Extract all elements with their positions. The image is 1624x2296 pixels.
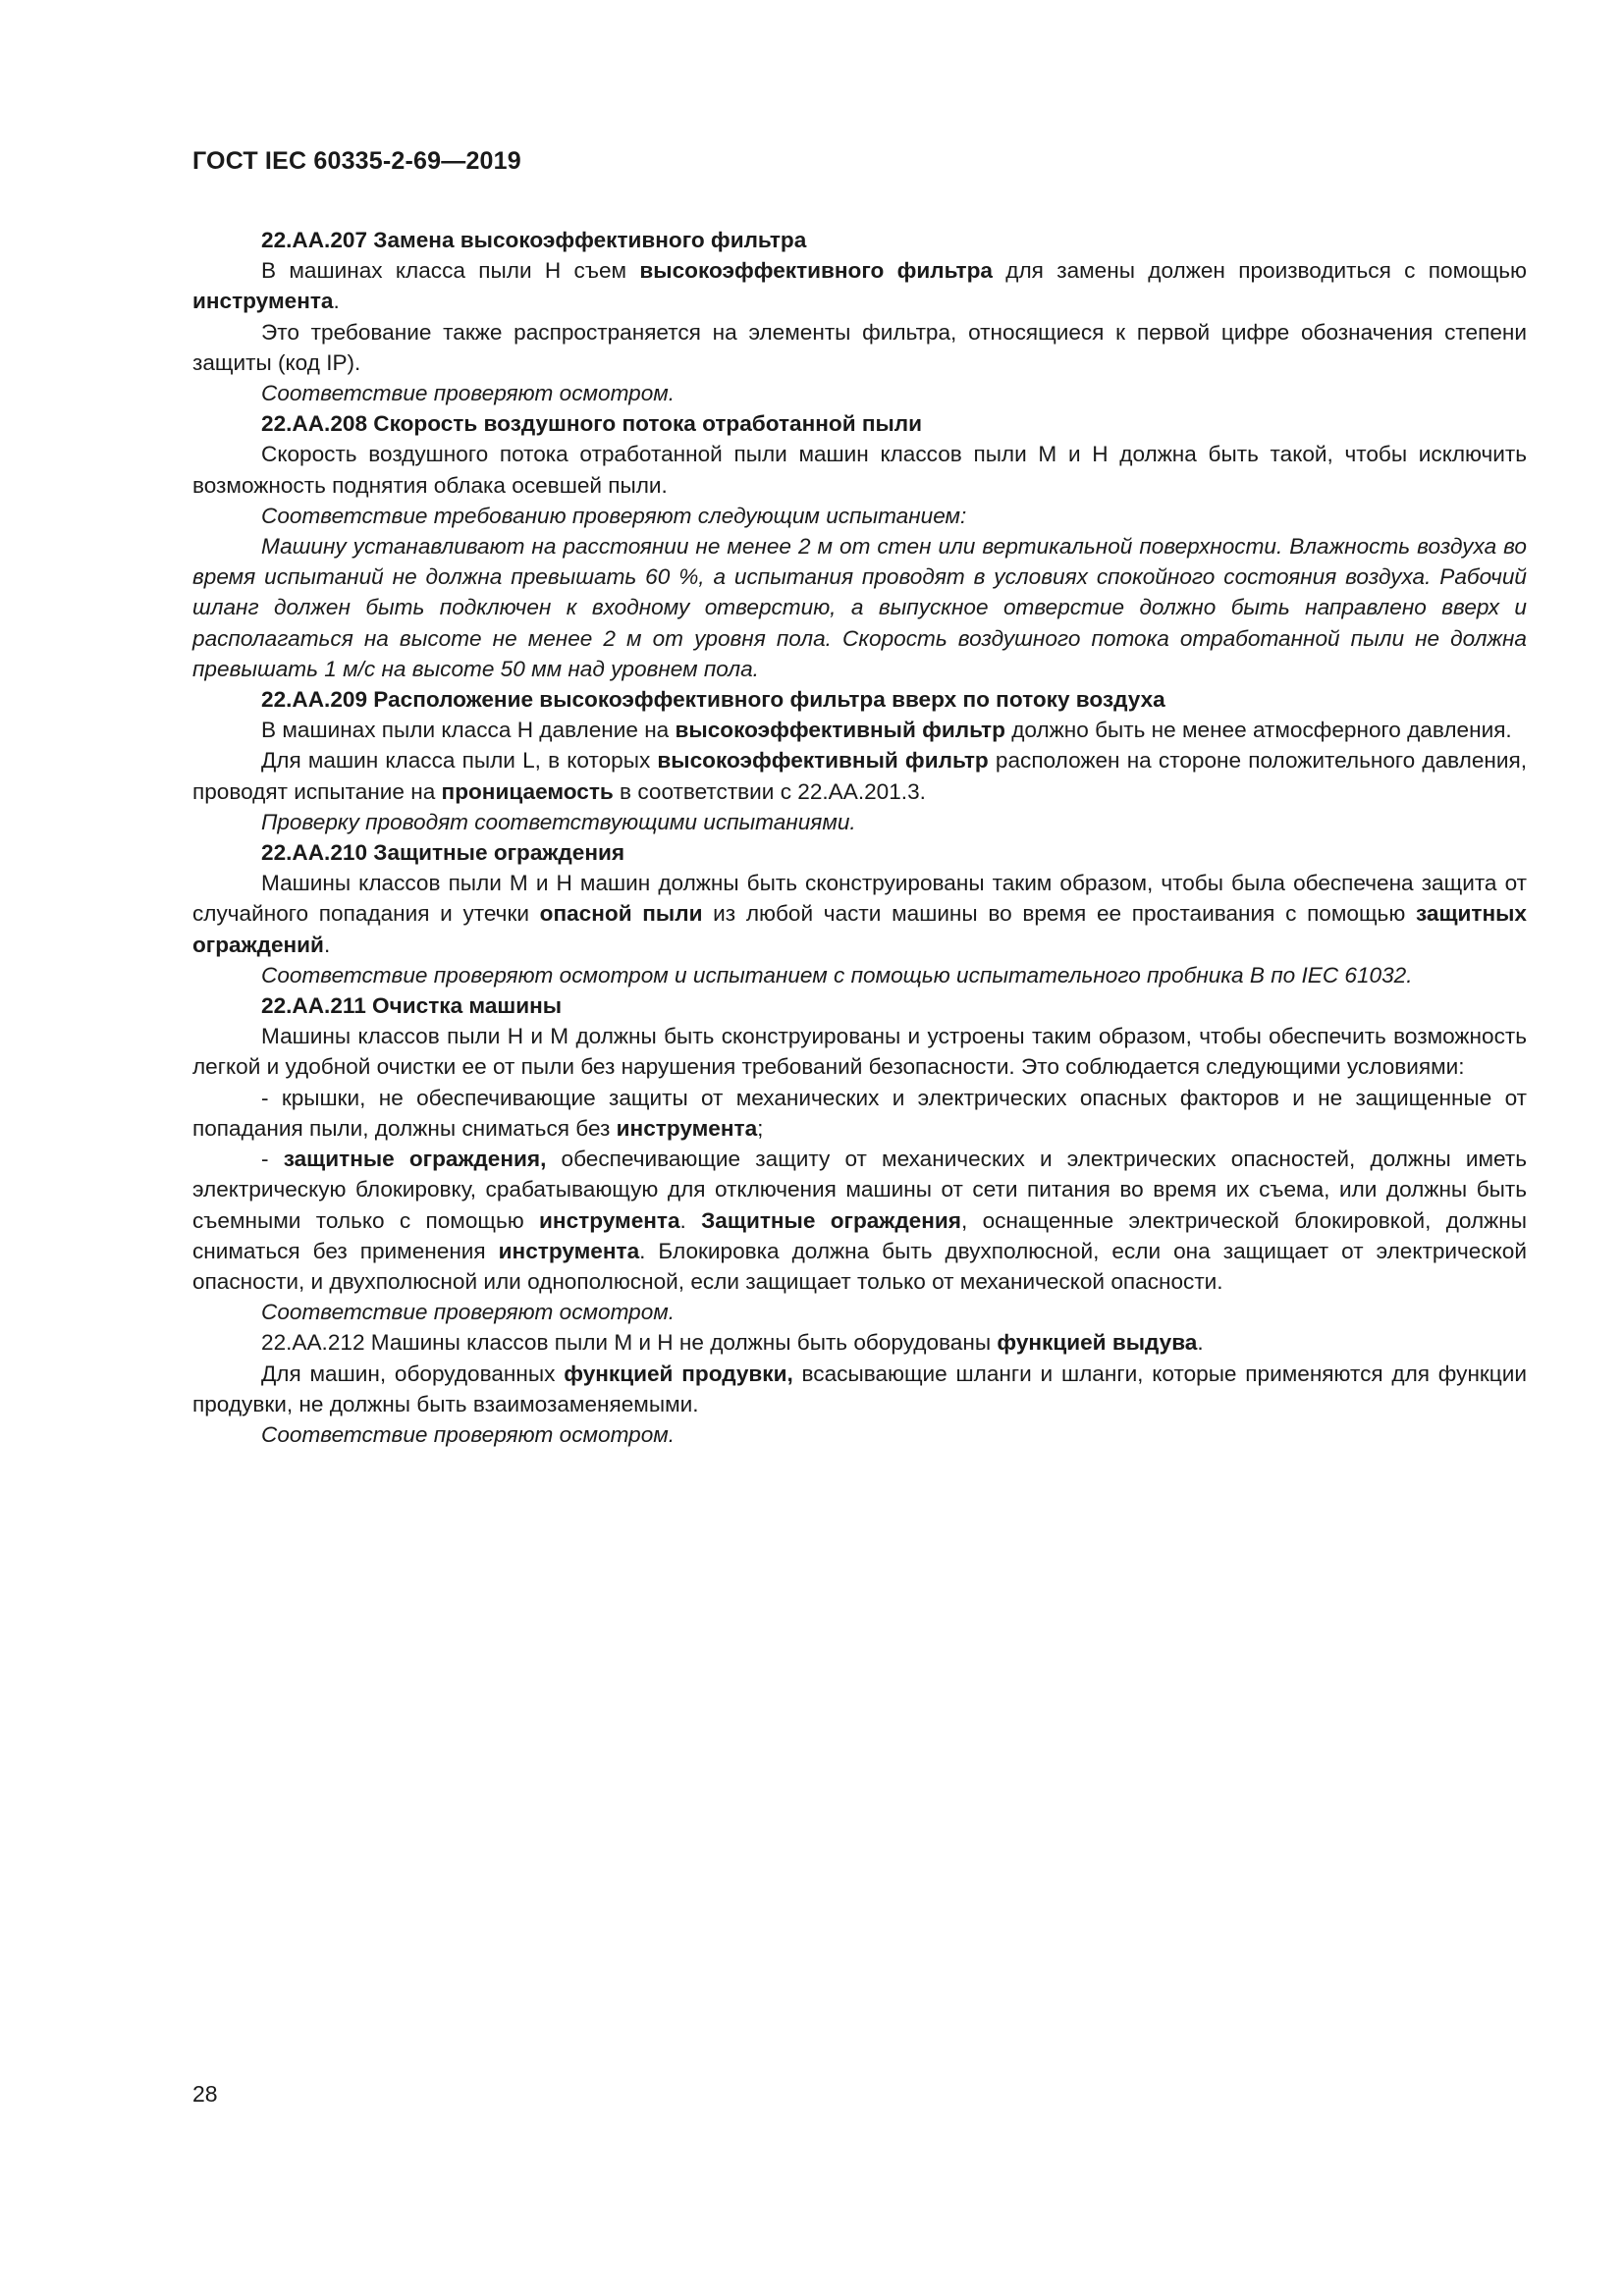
body-paragraph xyxy=(192,1327,1527,1358)
defined-term: функцией выдува xyxy=(997,1330,1198,1356)
text-run: Для машин класса пыли L, в которых xyxy=(261,748,658,774)
text-run: , оснащенные электрической блокировкой, должны сниматься без применения xyxy=(192,1207,1527,1263)
body-paragraph xyxy=(192,439,1527,500)
body-paragraph xyxy=(192,1359,1527,1419)
text-run: 22.AA.208 Скорость воздушного потока отработанной пыли xyxy=(261,411,923,437)
text-run: - xyxy=(261,1147,284,1172)
defined-term: защитные ограждения, xyxy=(283,1147,547,1172)
defined-term: инструмента xyxy=(616,1115,758,1141)
text-run: Соответствие проверяют осмотром и испытанием с помощью испытательного пробника В по IEC 61032. xyxy=(261,962,1413,988)
text-run: расположен на стороне положительного давления, проводят испытание на xyxy=(192,748,1528,804)
defined-term: защитных ограждений xyxy=(192,901,1527,957)
text-run: 22.AA.209 Расположение высокоэффективного фильтра вверх по потоку воздуха xyxy=(261,687,1165,713)
defined-term: проницаемость xyxy=(441,778,614,804)
section-heading xyxy=(192,990,1527,1021)
text-run: 22.AA.207 Замена высокоэффективного фильтра xyxy=(261,228,807,252)
text-run: 22.AA.212 Машины классов пыли М и Н не должны быть оборудованы xyxy=(261,1330,998,1356)
text-run: . xyxy=(1197,1330,1204,1356)
body-paragraph xyxy=(192,715,1527,745)
text-run: Машины классов пыли М и Н машин должны быть сконструированы таким образом, чтобы была обеспечена защита от случайного попадания и утечки xyxy=(192,871,1527,927)
document-body xyxy=(192,225,1527,1450)
text-run: 22.AA.210 Защитные ограждения xyxy=(261,840,625,866)
text-run: В машинах пыли класса Н давление на xyxy=(261,718,676,743)
text-run: Проверку проводят соответствующими испытаниями. xyxy=(261,809,856,834)
text-run: для замены должен производиться с помощью xyxy=(992,258,1527,284)
text-run: - крышки, не обеспечивающие защиты от механических и электрических опасных факторов и не защищенные от попадания пыли, должны сниматься без xyxy=(192,1085,1527,1141)
page-number: 28 xyxy=(192,2081,218,2107)
section-heading xyxy=(192,408,1527,439)
text-run: должно быть не менее атмосферного давления. xyxy=(1004,718,1512,743)
text-run: Соответствие проверяют осмотром. xyxy=(261,1300,676,1325)
section-heading xyxy=(192,837,1527,868)
compliance-note xyxy=(192,807,1527,837)
body-paragraph xyxy=(192,317,1527,378)
compliance-note xyxy=(192,1419,1527,1450)
defined-term: Защитные ограждения xyxy=(701,1207,961,1233)
text-run: обеспечивающие защиту от механических и электрических опасностей, должны иметь электрическую блокировку, срабатывающую для отключения машины от сети питания во время их съема, или должны быть съемными только с помощью xyxy=(192,1147,1527,1233)
defined-term: инструмента xyxy=(539,1207,680,1233)
text-run: Машины классов пыли Н и М должны быть сконструированы и устроены таким образом, чтобы обеспечить возможность легкой и удобной очистки ее от пыли без нарушения требований безопасности. Это соблюдается следующими условиями: xyxy=(192,1024,1527,1080)
defined-term: инструмента xyxy=(192,289,334,314)
document-header: ГОСТ IEC 60335-2-69—2019 xyxy=(192,147,521,175)
compliance-note xyxy=(192,531,1527,684)
defined-term: высокоэффективный фильтр xyxy=(675,718,1005,743)
text-run: Соответствие проверяют осмотром. xyxy=(261,1421,676,1447)
defined-term: инструмента xyxy=(498,1238,640,1263)
text-run: Соответствие требованию проверяют следующим испытанием: xyxy=(261,503,967,528)
compliance-note xyxy=(192,501,1527,531)
text-run: 22.AA.211 Очистка машины xyxy=(261,993,563,1019)
body-paragraph xyxy=(192,1083,1527,1144)
text-run: Машину устанавливают на расстоянии не менее 2 м от стен или вертикальной поверхности. Влажность воздуха во время испытаний не должна превышать 60 %, а испытания проводят в условиях спокойного состояния воздуха. Рабочий шланг должен быть подключен к входному отверстию, а выпускное отверстие должно быть направлено вверх и располагаться на высоте не менее 2 м от уровня пола. Скорость воздушного потока отработанной пыли не должна превышать 1 м/с на высоте 50 мм над уровнем пола. xyxy=(192,534,1527,681)
text-run: всасывающие шланги и шланги, которые применяются для функции продувки, не должны быть взаимозаменяемыми. xyxy=(192,1361,1527,1416)
section-heading xyxy=(192,225,1527,255)
compliance-note xyxy=(192,1297,1527,1327)
compliance-note xyxy=(192,960,1527,990)
text-run: В машинах класса пыли Н съем xyxy=(261,258,640,284)
text-run: Для машин, оборудованных xyxy=(261,1361,565,1386)
defined-term: функцией продувки, xyxy=(564,1361,793,1386)
text-run: . xyxy=(679,1207,702,1233)
text-run: Соответствие проверяют осмотром. xyxy=(261,381,676,406)
text-run: . Блокировка должна быть двухполюсной, если она защищает от электрической опасности, и двухполюсной или однополюсной, если защищает только от механической опасности. xyxy=(192,1238,1527,1294)
text-run: в соответствии с 22.AA.201.3. xyxy=(613,778,926,804)
body-paragraph xyxy=(192,1021,1527,1082)
defined-term: высокоэффективного фильтра xyxy=(639,258,993,284)
text-run: из любой части машины во время ее простаивания с помощью xyxy=(702,901,1416,927)
defined-term: опасной пыли xyxy=(539,901,703,927)
text-run: . xyxy=(323,932,331,957)
text-run: Это требование также распространяется на элементы фильтра, относящиеся к первой цифре обозначения степени защиты (код IP). xyxy=(192,319,1527,375)
text-run: Скорость воздушного потока отработанной пыли машин классов пыли М и Н должна быть такой, чтобы исключить возможность поднятия облака осевшей пыли. xyxy=(192,442,1527,498)
compliance-note xyxy=(192,378,1527,408)
body-paragraph xyxy=(192,745,1527,806)
body-paragraph xyxy=(192,1144,1527,1297)
body-paragraph xyxy=(192,868,1527,960)
text-run: ; xyxy=(757,1115,764,1141)
text-run: . xyxy=(333,289,340,314)
defined-term: высокоэффективный фильтр xyxy=(657,748,989,774)
body-paragraph xyxy=(192,255,1527,316)
section-heading xyxy=(192,684,1527,715)
